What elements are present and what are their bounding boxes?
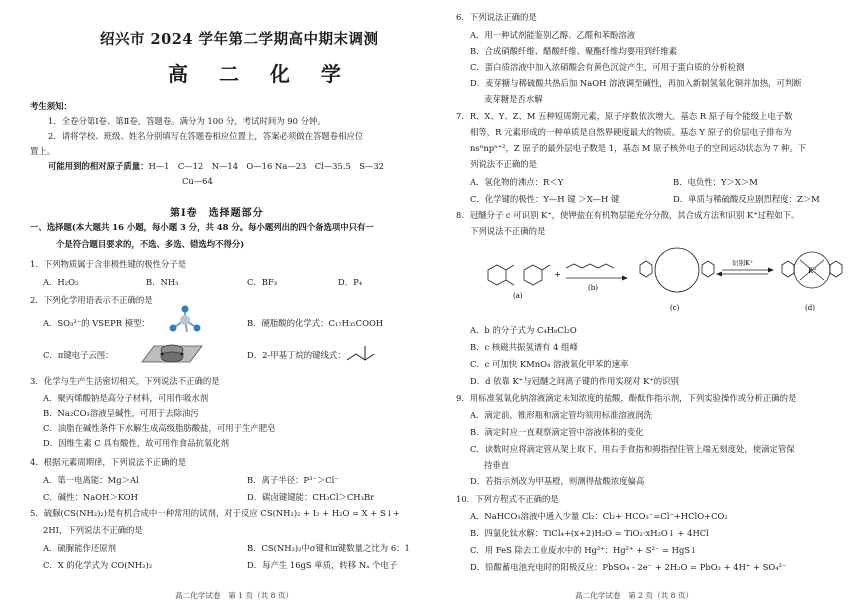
page-2-footer: 高二化学试卷 第 2 页（共 8 页） xyxy=(575,591,694,600)
q6-option-d-1: D．麦芽糖与稀硫酸共热后加 NaOH 溶液调至碱性，再加入新制氢氧化铜并加热，可判断 xyxy=(470,78,802,88)
q9-stem: 9．用标准氢氧化钠溶液滴定未知浓度的盐酸，酚酞作指示剂，下列实验操作或分析正确的是 xyxy=(456,393,797,403)
q9-option-c-2: 持垂直 xyxy=(484,460,510,470)
q4-option-c: C．碱性：NaOH＞KOH xyxy=(43,492,138,502)
q7-option-b: B．电负性：Y＞X＞M xyxy=(673,177,758,187)
notice-heading: 考生须知： xyxy=(30,101,72,111)
q6-option-c: C．蛋白质溶液中加入浓硝酸会有黄色沉淀产生，可用于蛋白质的分析检测 xyxy=(470,62,745,72)
q6-option-d-2: 麦芽糖是否水解 xyxy=(484,94,543,104)
q6-option-b: B．合成硝酸纤维、醋酸纤维、聚酯纤维均要用到纤维素 xyxy=(470,46,678,56)
q10-stem: 10．下列方程式不正确的是 xyxy=(456,494,559,504)
q3-option-c: C．油脂在碱性条件下水解生成高级脂肪酸盐，可用于生产肥皂 xyxy=(43,423,276,433)
page-2 xyxy=(430,0,860,608)
atomic-mass-values: H—1 C—12 N—14 O—16 Na—23 Cl—35.5 S—32 xyxy=(148,161,384,171)
q7-option-d: D．单质与稀硫酸反应剧烈程度：Z＞M xyxy=(673,194,820,204)
label-a: (a) xyxy=(513,292,523,300)
q7-stem-3: nsⁿnpⁿ⁺²，Z 原子的最外层电子数是 1，基态 M 原子核外电子的空间运动状态为 7 种。下 xyxy=(470,143,807,153)
potassium-ion: K⁺ xyxy=(808,267,817,275)
recognize-k-label: 识别K⁺ xyxy=(732,259,754,267)
q9-option-b: B．滴定时应一直观察滴定管中溶液体积的变化 xyxy=(470,427,644,437)
q5-option-d: D．每产生 16gS 单质，转移 Nₐ 个电子 xyxy=(247,560,398,570)
plus-sign: + xyxy=(554,270,561,279)
q5-option-c: C．X 的化学式为 CO(NH₂)₂ xyxy=(43,560,153,570)
pi-bond-orbital-image xyxy=(140,344,204,364)
exam-title: 绍兴市 2024 学年第二学期高中期末调测 xyxy=(100,31,379,48)
q9-option-d: D．若指示剂改为甲基橙，则测得盐酸浓度偏高 xyxy=(470,476,645,486)
q8-option-d: D．d 依靠 K⁺与冠醚之间离子键的作用实现对 K⁺的识别 xyxy=(470,376,679,386)
notice-item-3: 置上。 xyxy=(30,146,56,156)
q7-stem-1: 7．R、X、Y、Z、M 五种短周期元素，原子序数依次增大。基态 R 原子每个能级上电子数 xyxy=(456,111,793,121)
q3-option-d: D．因维生素 C 具有酸性，故可用作食品抗氧化剂 xyxy=(43,438,229,448)
q9-option-a: A．滴定前，锥形瓶和滴定管均须用标准溶液润洗 xyxy=(470,410,652,420)
q5-stem-1: 5．硫脲(CS(NH₂)₂)是有机合成中一种常用的试剂，对于反应 CS(NH₂)₂ + I₂ + H₂O = X + S↓+ xyxy=(30,508,400,518)
label-b: (b) xyxy=(588,284,598,292)
label-c: (c) xyxy=(670,304,680,312)
q8-option-a: A．b 的分子式为 C₄H₈Cl₂O xyxy=(470,325,577,335)
q8-stem-2: 下列说法不正确的是 xyxy=(470,226,546,236)
q2-option-b: B．硬脂酸的化学式：C₁₇H₃₅COOH xyxy=(247,318,384,328)
q4-option-a: A．第一电离能：Mg＞Al xyxy=(43,475,139,485)
q1-option-c: C．BF₃ xyxy=(247,277,278,287)
q6-stem: 6．下列说法正确的是 xyxy=(456,12,537,22)
q9-option-c-1: C．读数时应将滴定管从架上取下，用右手食指和拇指捏住管上端无刻度处，使滴定管保 xyxy=(470,444,795,454)
q3-option-b: B．Na₂CO₃溶液呈碱性，可用于去除油污 xyxy=(43,408,199,418)
section1-instructions-1: 一、选择题(本大题共 16 小题，每小题 3 分，共 48 分。每小题列出的四个备选项中只有一 xyxy=(30,222,374,232)
atomic-mass-values-2: Cu—64 xyxy=(182,176,213,186)
q7-stem-4: 列说法不正确的是 xyxy=(470,159,537,169)
subject-title: 高 二 化 学 xyxy=(168,62,353,86)
q4-option-d: D．碳卤键键能：CH₃Cl＞CH₃Br xyxy=(247,492,375,502)
q8-stem-1: 8．冠醚分子 c 可识别 K⁺，使钾盐在有机物层能充分分散，其合成方法和识别 K⁺过程如下。 xyxy=(456,210,800,220)
q7-stem-2: 相等，R 元素形成的一种单质是自然界硬度最大的物质。基态 Y 原子的价层电子排布为 xyxy=(470,127,792,137)
q4-option-b: B．离子半径：P³⁻＞Cl⁻ xyxy=(247,475,339,485)
part1-title: 第Ⅰ卷 选择题部分 xyxy=(170,208,264,219)
atomic-mass-label: 可能用到的相对原子质量： xyxy=(48,161,149,171)
label-d: (d) xyxy=(805,304,815,312)
vsepr-model-image xyxy=(165,306,205,336)
q10-option-a: A．NaHCO₃溶液中通入少量 Cl₂：Cl₂+ HCO₃⁻=Cl⁻+HClO+CO₂ xyxy=(470,511,728,521)
q7-option-c: C．化学键的极性：Y—H 键 ＞X—H 键 xyxy=(470,194,620,204)
q3-stem: 3．化学与生产生活密切相关，下列说法不正确的是 xyxy=(30,376,220,386)
molecule-c xyxy=(640,248,714,292)
q1-option-a: A．H₂O₂ xyxy=(43,277,79,287)
q6-option-a: A．用一种试剂能鉴别乙醇、乙醛和苯酚溶液 xyxy=(470,30,636,40)
q2-option-d: D．2-甲基丁烷的键线式： xyxy=(247,350,346,360)
notice-item-1: 1．全卷分第Ⅰ卷、第Ⅱ卷，答题卷。满分为 100 分，考试时间为 90 分钟。 xyxy=(48,116,326,126)
page-1-footer: 高二化学试卷 第 1 页（共 8 页） xyxy=(175,591,294,600)
q3-option-a: A．聚丙烯酸钠是高分子材料，可用作吸水剂 xyxy=(43,393,209,403)
q5-option-a: A．硫脲能作还原剂 xyxy=(43,543,117,553)
q4-stem: 4．根据元素周期律，下列说法不正确的是 xyxy=(30,457,187,467)
section1-instructions-2: 个是符合题目要求的，不选、多选、错选均不得分) xyxy=(56,239,245,249)
q10-option-d: D．铅酸蓄电池充电时的阳极反应：PbSO₄ - 2e⁻ + 2H₂O = PbO₂ + 4H⁺ + SO₄²⁻ xyxy=(470,562,787,572)
q5-option-b: B．CS(NH₂)₂中σ键和π键数量之比为 6：1 xyxy=(247,543,410,553)
q5-stem-2: 2HI，下列说法不正确的是 xyxy=(43,525,143,535)
q8-option-c: C．c 可加快 KMnO₄ 溶液氧化甲苯的速率 xyxy=(470,359,629,369)
q8-option-b: B．c 核磁共振氢谱有 4 组峰 xyxy=(470,342,578,352)
notice-item-2: 2．请将学校、班级、姓名分别填写在答题卷相应位置上，答案必须做在答题卷相应位 xyxy=(48,131,364,141)
q1-stem: 1．下列物质属于含非极性键的极性分子是 xyxy=(30,259,187,269)
atomic-mass-line xyxy=(48,161,384,172)
q10-option-b: B．四氯化钛水解：TiCl₄+(x+2)H₂O = TiO₂·xH₂O↓ + 4HCl xyxy=(470,528,709,538)
q1-option-d: D．P₄ xyxy=(338,277,363,287)
q7-option-a: A．氢化物的沸点：R＜Y xyxy=(470,177,564,187)
bond-line-formula-image xyxy=(345,342,379,364)
q10-option-c: C．用 FeS 除去工业废水中的 Hg²⁺：Hg²⁺ + S²⁻ = HgS↓ xyxy=(470,545,698,555)
q2-stem: 2．下列化学用语表示不正确的是 xyxy=(30,295,153,305)
molecule-a xyxy=(488,265,550,285)
molecule-b xyxy=(566,264,614,268)
crown-ether-synthesis-scheme xyxy=(470,240,840,320)
q2-option-c: C．π键电子云图： xyxy=(43,350,114,360)
q2-option-a: A．SO₃²⁻的 VSEPR 模型： xyxy=(43,318,150,328)
q1-option-b: B．NH₃ xyxy=(146,277,179,287)
